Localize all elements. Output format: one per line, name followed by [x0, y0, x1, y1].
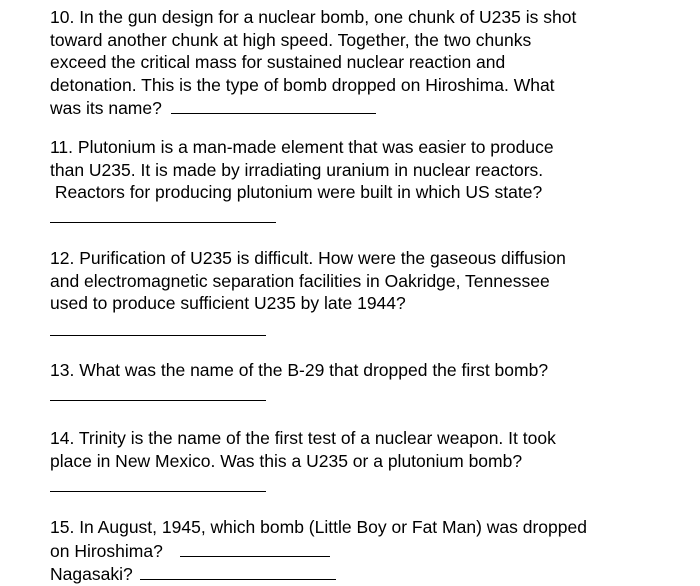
question-12 — [50, 247, 566, 336]
question-10-line-2: toward another chunk at high speed. Together, the two chunks — [50, 29, 532, 50]
question-14-answer-blank[interactable] — [50, 483, 266, 492]
question-15 — [50, 516, 587, 586]
question-12-answer-blank[interactable] — [50, 327, 266, 336]
question-10-answer-row — [50, 96, 576, 120]
question-13-line-1: 13. What was the name of the B-29 that dropped the first bomb? — [50, 360, 549, 380]
question-15-line-1: 15. In August, 1945, which bomb (Little Boy or Fat Man) was dropped — [50, 517, 587, 537]
question-15-nagasaki-blank[interactable] — [140, 562, 336, 580]
question-15-nagasaki-row — [50, 562, 587, 586]
question-10-line-3: exceed the critical mass for sustained nuclear reaction and — [50, 52, 506, 72]
question-10-line-1: 10. In the gun design for a nuclear bomb, one chunk of U235 is shot — [50, 7, 577, 27]
question-11-answer-blank[interactable] — [50, 214, 276, 223]
question-15-hiroshima-row — [50, 539, 587, 563]
question-13 — [50, 359, 548, 401]
question-11-line-3: Reactors for producing plutonium were built in which US state? — [50, 182, 543, 202]
question-12-line-2: and electromagnetic separation facilities in Oakridge, Tennessee — [50, 270, 550, 291]
question-15-hiroshima-prompt: on Hiroshima? — [50, 540, 163, 561]
question-14-line-1: 14. Trinity is the name of the first test of a nuclear weapon. It took — [50, 428, 556, 448]
question-14-line-2: place in New Mexico. Was this a U235 or a plutonium bomb? — [50, 450, 523, 471]
question-15-nagasaki-prompt: Nagasaki? — [50, 564, 133, 584]
question-10-answer-blank[interactable] — [171, 96, 376, 114]
question-12-line-1: 12. Purification of U235 is difficult. How were the gaseous diffusion — [50, 248, 566, 268]
question-11-line-2: than U235. It is made by irradiating uranium in nuclear reactors. — [50, 159, 544, 180]
question-11-line-1: 11. Plutonium is a man-made element that was easier to produce — [50, 137, 554, 157]
question-11 — [50, 136, 554, 223]
question-12-line-3: used to produce sufficient U235 by late 1944? — [50, 293, 406, 313]
question-13-answer-blank[interactable] — [50, 392, 266, 401]
question-10 — [50, 6, 576, 120]
question-15-hiroshima-blank[interactable] — [180, 539, 330, 557]
question-10-line-4: detonation. This is the type of bomb dropped on Hiroshima. What — [50, 74, 555, 95]
question-10-answer-prompt: was its name? — [50, 98, 162, 118]
question-14 — [50, 427, 556, 492]
